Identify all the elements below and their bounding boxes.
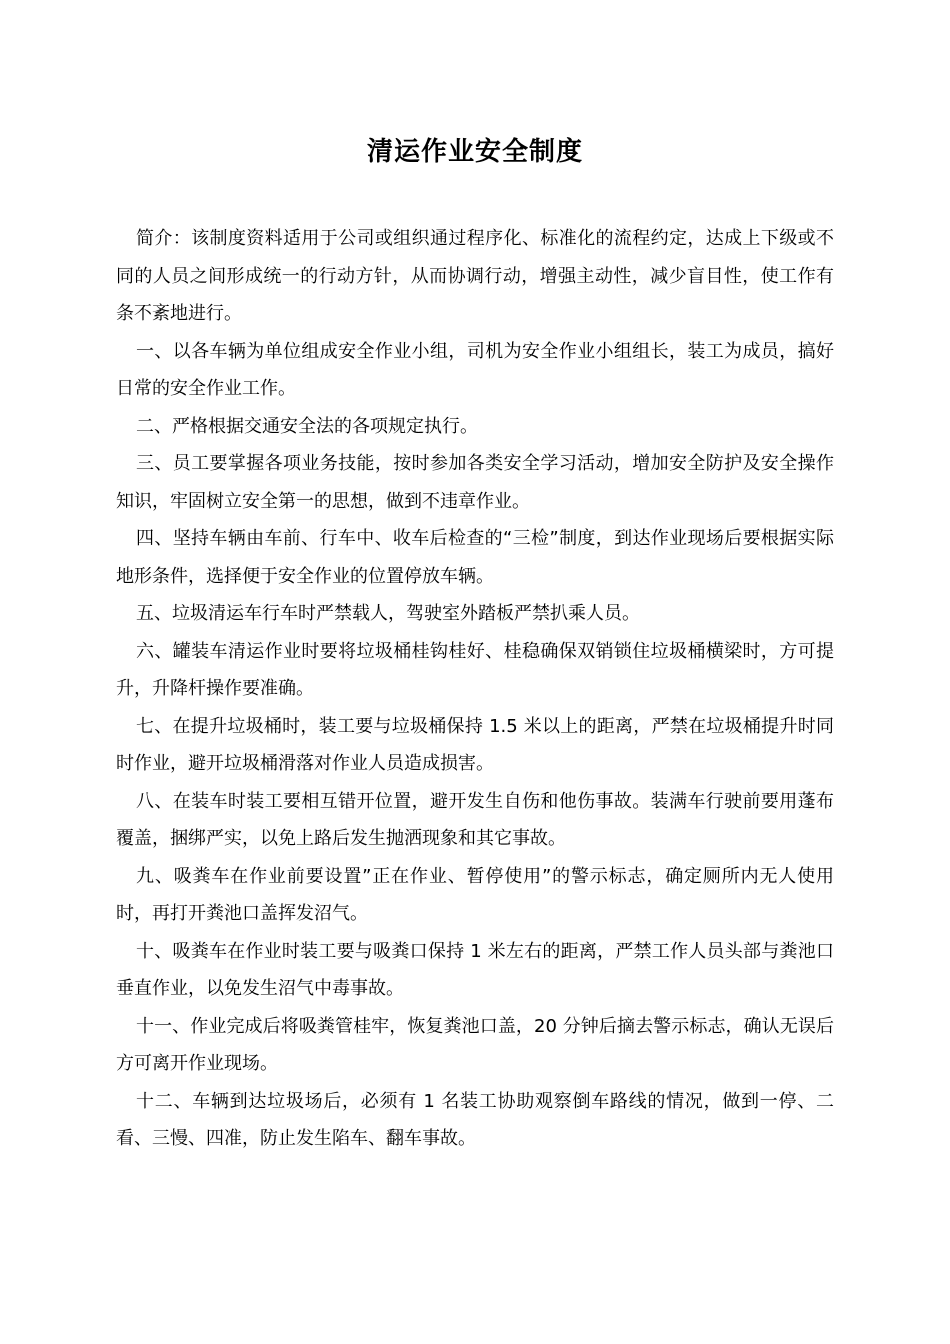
- rule-paragraph-6: 六、罐装车清运作业时要将垃圾桶桂钩桂好、桂稳确保双销锁住垃圾桶横梁时，方可提升，升降杆操作要准确。: [116, 640, 834, 699]
- rule-paragraph-1: 一、以各车辆为单位组成安全作业小组，司机为安全作业小组组长，装工为成员，搞好日常的安全作业工作。: [116, 340, 834, 399]
- rule-paragraph-5: 五、垃圾清运车行车时严禁载人，驾驶室外踏板严禁扒乘人员。: [136, 603, 640, 624]
- document-body: [116, 220, 834, 1158]
- rule-paragraph-3: 三、员工要掌握各项业务技能，按时参加各类安全学习活动，增加安全防护及安全操作知识，牢固树立安全第一的思想，做到不违章作业。: [116, 453, 834, 512]
- rule-paragraph-12: 十二、车辆到达垃圾场后，必须有 1 名装工协助观察倒车路线的情况，做到一停、二看、三慢、四准，防止发生陷车、翻车事故。: [116, 1090, 834, 1149]
- rule-paragraph-10: 十、吸粪车在作业时装工要与吸粪口保持 1 米左右的距离，严禁工作人员头部与粪池口垂直作业，以免发生沼气中毒事故。: [116, 940, 834, 999]
- document-title: 清运作业安全制度: [366, 137, 583, 167]
- rule-paragraph-7: 七、在提升垃圾桶时，装工要与垃圾桶保持 1.5 米以上的距离，严禁在垃圾桶提升时同时作业，避开垃圾桶滑落对作业人员造成损害。: [116, 715, 834, 774]
- rule-paragraph-9: 九、吸粪车在作业前要设置”正在作业、暂停使用”的警示标志，确定厕所内无人使用时，再打开粪池口盖挥发沼气。: [116, 865, 834, 924]
- rule-paragraph-2: 二、严格根据交通安全法的各项规定执行。: [136, 415, 478, 437]
- intro-paragraph: 简介：该制度资料适用于公司或组织通过程序化、标准化的流程约定，达成上下级或不同的人员之间形成统一的行动方针，从而协调行动，增强主动性，减少盲目性，使工作有条不紊地进行。: [116, 228, 834, 324]
- rule-paragraph-8: 八、在装车时装工要相互错开位置，避开发生自伤和他伤事故。装满车行驶前要用蓬布覆盖，捆绑严实，以免上路后发生抛洒现象和其它事故。: [116, 790, 834, 849]
- rule-paragraph-11: 十一、作业完成后将吸粪管桂牢，恢复粪池口盖，20 分钟后摘去警示标志，确认无误后方可离开作业现场。: [116, 1015, 834, 1074]
- rule-paragraph-4: 四、坚持车辆由车前、行车中、收车后检查的“三检”制度，到达作业现场后要根据实际地形条件，选择便于安全作业的位置停放车辆。: [116, 528, 834, 587]
